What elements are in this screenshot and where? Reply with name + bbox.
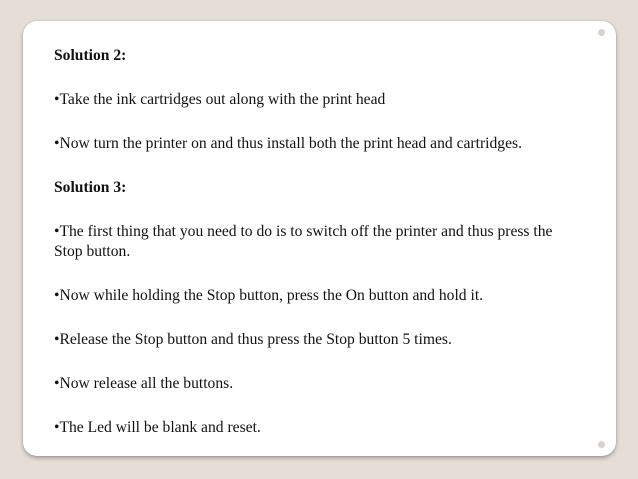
- solution-3-heading: Solution 3:: [54, 179, 127, 196]
- solution-3-step-3: •Release the Stop button and thus press the Stop button 5 times.: [54, 331, 452, 348]
- solution-2-step-1: •Take the ink cartridges out along with the print head: [54, 91, 386, 108]
- solution-3-step-1: •The first thing that you need to do is to switch off the printer and thus press the Stop button.: [54, 223, 553, 260]
- solution-3-step-2: •Now while holding the Stop button, press the On button and hold it.: [54, 287, 484, 304]
- slide-card: [23, 21, 616, 456]
- solution-2-heading: Solution 2:: [54, 47, 127, 64]
- slide-content: [54, 46, 594, 438]
- solution-3-step-4: •Now release all the buttons.: [54, 375, 234, 392]
- solution-3-step-5: •The Led will be blank and reset.: [54, 419, 261, 436]
- bottom-right-corner-dot: [598, 441, 605, 448]
- solution-2-step-2: •Now turn the printer on and thus install both the print head and cartridges.: [54, 135, 522, 152]
- top-right-corner-dot: [598, 29, 605, 36]
